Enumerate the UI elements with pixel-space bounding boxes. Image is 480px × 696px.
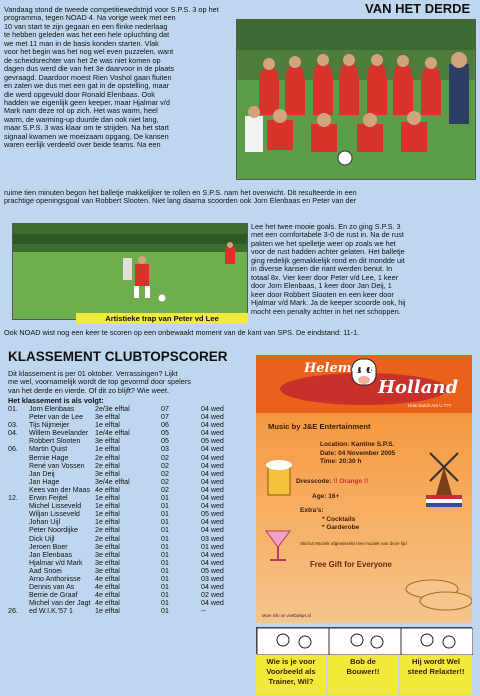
goals-cell: 02: [161, 469, 169, 478]
article-line: programma, tegen NOAD 4. Na vorige week met een: [4, 13, 176, 23]
player-name-cell: Michel Lisseveld: [29, 502, 82, 511]
standings-row: [8, 526, 244, 534]
team-cell: 2e elftal: [95, 453, 120, 462]
goals-cell: 01: [161, 526, 169, 535]
article-line: Lee het twee mooie goals. En zo ging S.P.S. 3: [251, 222, 401, 231]
goals-cell: 02: [161, 485, 169, 494]
matches-cell: 04 wed: [201, 461, 224, 470]
team-cell: 2e/3e elftal: [95, 405, 130, 413]
standings-row: [8, 510, 244, 518]
location-label: Location:: [320, 441, 350, 448]
rank-cell: [8, 478, 29, 486]
team-cell: 4e elftal: [95, 599, 120, 608]
rank-cell: [8, 559, 29, 567]
player-name-cell: Kees van der Maas: [29, 485, 91, 494]
matches-cell: --: [201, 607, 206, 616]
article-text-top: [4, 6, 236, 150]
goals-cell: 02: [161, 477, 169, 486]
team-cell: 1e elftal: [95, 421, 120, 430]
standings-row: [8, 591, 244, 599]
article-line: ging redelijk gemakkelijk rond en dit mondde uit: [251, 255, 405, 265]
standings-row: [8, 599, 244, 607]
article-line: Mark nam deze rol op zich. Het was warm, heel: [4, 106, 158, 116]
article-line: door Jorn Elenbaas, 1 keer door Jan Deij, 1: [251, 281, 392, 291]
goals-cell: 01: [161, 518, 169, 527]
article-line: te hebben geleden was het een hele opluchting dat: [4, 30, 170, 40]
team-cell: 1e elftal: [95, 445, 120, 454]
article-line: dagen dus werd die van het 3e daarvoor in de plaats: [4, 64, 174, 74]
standings-row: [8, 462, 244, 470]
rank-cell: [8, 413, 29, 421]
standings-row: [8, 518, 244, 526]
player-name-cell: Aad Snoei: [29, 566, 62, 575]
photo-caption: Artistieke trap van Peter vd Lee: [76, 313, 248, 324]
rank-cell: [8, 575, 29, 583]
standings-row: [8, 607, 244, 615]
goals-cell: 01: [161, 591, 169, 600]
standings-row: [8, 478, 244, 486]
matches-cell: 04 wed: [201, 453, 224, 462]
matches-cell: 04 wed: [201, 477, 224, 486]
matches-cell: 02 wed: [201, 591, 224, 600]
matches-cell: 04 wed: [201, 421, 224, 430]
goals-cell: 06: [161, 421, 169, 430]
standings-row: [8, 559, 244, 567]
player-name-cell: Wiljan Lisseveld: [29, 510, 80, 519]
matches-cell: 04 wed: [201, 518, 224, 527]
player-name-cell: ed W.I.K.'57 1: [29, 607, 73, 616]
player-name-cell: Robbert Slooten: [29, 437, 81, 446]
matches-cell: 04 wed: [201, 583, 224, 592]
standings-row: [8, 486, 244, 494]
player-name-cell: Martin Quist: [29, 445, 68, 454]
matches-cell: 04 wed: [201, 429, 224, 438]
standings-row: [8, 470, 244, 478]
rank-cell: [8, 599, 29, 607]
klassement-heading: KLASSEMENT CLUBTOPSCORER: [8, 349, 228, 364]
team-cell: 3e elftal: [95, 558, 120, 567]
goals-cell: 07: [161, 413, 169, 422]
article-line: keer door Robbert Slooten en een keer door: [251, 289, 394, 299]
article-text-full: [4, 189, 476, 206]
team-cell: 4e elftal: [95, 583, 120, 592]
poster-gift: Free Gift for Everyone: [310, 560, 392, 569]
rank-cell: [8, 567, 29, 575]
standings-row: [8, 429, 244, 437]
poster-dresscode: [296, 478, 368, 485]
party-poster: [256, 355, 472, 623]
rank-cell: [8, 486, 29, 494]
rank-cell: [8, 583, 29, 591]
player-name-cell: Arno Anthonisse: [29, 574, 81, 583]
poster-notice: Slichut Muziek afgewisseld met muziek van deze tijd: [300, 541, 407, 546]
player-name-cell: Bernie Hage: [29, 453, 69, 462]
article-line: totaal 8x. Vier keer door Peter v/d Lee, 1 keer: [251, 272, 399, 282]
goals-cell: 01: [161, 574, 169, 583]
rank-cell: 03.: [8, 421, 18, 430]
player-name-cell: Jeroen Boer: [29, 542, 68, 551]
team-cell: 4e elftal: [95, 485, 120, 494]
rank-cell: [8, 551, 29, 559]
matches-cell: 03 wed: [201, 574, 224, 583]
article-line: maar S.P.S. 3 was klaar om te strijden. Na het start: [4, 123, 169, 133]
team-photo: [236, 19, 476, 180]
time-label: Time:: [320, 458, 338, 465]
extras-label: Extra's:: [300, 507, 324, 514]
article-line: voor het begin was het nog wel even puzzelen, want: [4, 47, 174, 57]
matches-cell: 04 wed: [201, 469, 224, 478]
team-cell: 3e elftal: [95, 550, 120, 559]
matches-cell: 04 wed: [201, 550, 224, 559]
player-name-cell: Dick Uijl: [29, 534, 55, 543]
goals-cell: 01: [161, 502, 169, 511]
player-name-cell: Peter van de Lee: [29, 413, 84, 422]
rank-cell: [8, 462, 29, 470]
player-name-cell: Willem Bevelander: [29, 429, 89, 438]
dresscode-label: Dresscode:: [296, 478, 332, 485]
age-value: 16+: [328, 493, 340, 500]
article-line: mocht een penalty achter in het net schoppen.: [251, 306, 401, 316]
article-line: hadden we eigenlijk geen keeper, maar Hjalmar v/d: [4, 97, 170, 107]
article-line: de scheidsrechter van het 2e was niet komen op: [4, 55, 161, 65]
player-name-cell: Johan Uijl: [29, 518, 61, 527]
standings-table: [8, 405, 244, 615]
cartoon-caption-2: Bob de Bouwer!!: [328, 655, 398, 695]
player-name-cell: Hjalmar v/d Mark: [29, 558, 83, 567]
extra-cocktails: * Cocktails: [322, 515, 356, 523]
team-cell: 3e elftal: [95, 566, 120, 575]
article-line: prachtige openingsgoal van Robbert Slooten. Niet lang daarna scoorden ook Jorn Elenbaas en Peter van der: [4, 196, 357, 206]
goals-cell: 02: [161, 453, 169, 462]
rank-cell: [8, 502, 29, 510]
standings-row: [8, 502, 244, 510]
rank-cell: [8, 510, 29, 518]
matches-cell: 05 wed: [201, 437, 224, 446]
goals-cell: 01: [161, 550, 169, 559]
rank-cell: [8, 526, 29, 534]
team-cell: 4e elftal: [95, 591, 120, 600]
intro-line: Dit klassement is per 01 oktober. Verrassingen? Lijkt: [8, 369, 178, 378]
intro-line: me wel, voornamelijk wordt de top gevormd door spelers: [8, 377, 191, 387]
team-cell: 3e elftal: [95, 542, 120, 551]
standings-row: [8, 583, 244, 591]
poster-extras: [300, 507, 359, 533]
article-line: en zaten we dus met een gat in de opstelling, maar: [4, 81, 170, 91]
standings-row: [8, 454, 244, 462]
goals-cell: 01: [161, 534, 169, 543]
player-name-cell: Erwin Feijtel: [29, 494, 68, 503]
rank-cell: [8, 543, 29, 551]
poster-more-info: More info on voetbalsps.nl: [262, 613, 311, 618]
article-line: pakten we het spelletje weer op zoals we het: [251, 238, 396, 248]
poster-details: [320, 441, 395, 467]
matches-cell: 04 wed: [201, 413, 224, 422]
cartoon-strip: [256, 627, 472, 654]
standings-row: [8, 551, 244, 559]
rank-cell: 04.: [8, 429, 18, 438]
team-cell: 2e elftal: [95, 461, 120, 470]
team-cell: 1e/4e elftal: [95, 429, 130, 438]
age-label: Age:: [312, 493, 327, 500]
goals-cell: 01: [161, 542, 169, 551]
article-line: signaal kwamen we moeizaam opgang. De kansen: [4, 131, 169, 141]
standings-row: [8, 543, 244, 551]
goals-cell: 01: [161, 607, 169, 616]
goals-cell: 07: [161, 405, 169, 413]
article-line: ruime tien minuten begon het balletje makkelijker te rollen en S.P.S. nam het overwicht. Dit resulteerde in een: [4, 188, 357, 197]
player-name-cell: Peter Noordijke: [29, 526, 78, 535]
team-cell: 1e elftal: [95, 502, 120, 511]
matches-cell: 04 wed: [201, 485, 224, 494]
player-name-cell: Jorn Elenbaas: [29, 405, 75, 413]
poster-title-1: Helemaal: [304, 361, 374, 376]
standings-row: [8, 405, 244, 413]
team-cell: 2e elftal: [95, 534, 120, 543]
rank-cell: 01.: [8, 405, 18, 413]
goals-cell: 01: [161, 510, 169, 519]
player-name-cell: Jan Deij: [29, 469, 55, 478]
matches-cell: 03 wed: [201, 534, 224, 543]
article-last-line: Ook NOAD wist nog een keer te scoren op een onbewaakt moment van de kant van SPS. De eindstand: 11-1.: [4, 328, 360, 337]
article-line: 10 van start te zijn gegaan en een flinke nederlaag: [4, 21, 168, 31]
article-line: die werd opgevuld door Ronald Elenbaas. Ook: [4, 89, 155, 99]
article-line: voor de rust hadden achter gelaten. Het balletje: [251, 247, 405, 257]
matches-cell: 05 wed: [201, 566, 224, 575]
standings-row: [8, 445, 244, 453]
article-line: waren eerlijk verdeeld over beide teams. Na een: [4, 140, 161, 150]
player-name-cell: Dennis van As: [29, 583, 75, 592]
goals-cell: 01: [161, 494, 169, 503]
player-name-cell: Michel van der Jagt: [29, 599, 91, 608]
team-cell: 3e elftal: [95, 469, 120, 478]
time-value: 20:30 h: [339, 458, 362, 465]
article-line: we met 11 man in de basis konden starten. Vlak: [4, 38, 159, 48]
poster-music: Music by J&E Entertainment: [268, 422, 371, 431]
standings-row: [8, 421, 244, 429]
poster-age: [312, 493, 339, 500]
goals-cell: 03: [161, 445, 169, 454]
article-line: met een comfortabele 3-0 de rust in. Na de rust: [251, 230, 404, 240]
standings-row: [8, 567, 244, 575]
matches-cell: 04 wed: [201, 558, 224, 567]
rank-cell: [8, 437, 29, 445]
goals-cell: 05: [161, 437, 169, 446]
location-value: Kantine S.P.S.: [351, 441, 395, 448]
action-photo: [12, 223, 248, 320]
team-cell: 3e/4e elftal: [95, 477, 130, 486]
player-name-cell: Jan Elenbaas: [29, 550, 72, 559]
goals-cell: 01: [161, 599, 169, 608]
klassement-list-heading: Het klassement is als volgt:: [8, 396, 104, 405]
rank-cell: [8, 591, 29, 599]
matches-cell: 05 wed: [201, 510, 224, 519]
rank-cell: [8, 454, 29, 462]
poster-tagline: How Dutch Are U ???: [408, 403, 452, 408]
standings-row: [8, 437, 244, 445]
standings-row: [8, 494, 244, 502]
rank-cell: 06.: [8, 445, 18, 454]
extra-garderobe: * Garderobe: [322, 524, 360, 531]
poster-title-2: Holland: [378, 377, 459, 398]
klassement-intro: [8, 370, 236, 395]
article-line: Hjalmar v/d Mark. Ja de keeper scoorde ook, hij: [251, 298, 406, 308]
standings-row: [8, 575, 244, 583]
article-line: in diverse kansen die riant werden benut. In: [251, 264, 393, 274]
matches-cell: 04 wed: [201, 494, 224, 503]
standings-row: [8, 413, 244, 421]
matches-cell: 01 wed: [201, 542, 224, 551]
player-name-cell: Tijs Nijmeijer: [29, 421, 70, 430]
team-cell: 1e elftal: [95, 607, 120, 616]
intro-line: van het derde en vierde. Of dit zo blijft? Wie weet.: [8, 385, 170, 395]
article-line: warm, de warming-up duurde dan ook niet lang,: [4, 114, 159, 124]
goals-cell: 05: [161, 429, 169, 438]
player-name-cell: Berrie de Graaf: [29, 591, 78, 600]
team-cell: 1e elftal: [95, 518, 120, 527]
cartoon-caption-1: Wie is je voor Voorbeeld als Trainer, Wil?: [256, 655, 326, 695]
goals-cell: 01: [161, 558, 169, 567]
article-heading: VAN HET DERDE: [365, 1, 471, 16]
rank-cell: 26.: [8, 607, 18, 616]
rank-cell: [8, 535, 29, 543]
team-cell: 4e elftal: [95, 574, 120, 583]
matches-cell: 04 wed: [201, 599, 224, 608]
rank-cell: [8, 470, 29, 478]
dresscode-value: !! Orange !!: [333, 478, 369, 485]
team-cell: 1e elftal: [95, 494, 120, 503]
matches-cell: 04 wed: [201, 526, 224, 535]
date-label: Date:: [320, 449, 337, 457]
goals-cell: 02: [161, 461, 169, 470]
article-line: gevraagd. Daardoor moest Rien Voshol gaan fluiten: [4, 72, 172, 82]
team-cell: 3e elftal: [95, 413, 120, 422]
player-name-cell: René van Vossen: [29, 461, 85, 470]
matches-cell: 04 wed: [201, 405, 224, 413]
rank-cell: [8, 518, 29, 526]
matches-cell: 04 wed: [201, 502, 224, 511]
standings-row: [8, 535, 244, 543]
team-cell: 1e elftal: [95, 510, 120, 519]
cartoon-caption-3: Hij wordt Wel steed Relaxter!!: [400, 655, 472, 695]
team-cell: 3e elftal: [95, 437, 120, 446]
player-name-cell: Jan Hage: [29, 477, 60, 486]
article-line: Vandaag stond de tweede competitiewedstrijd voor S.P.S. 3 op het: [4, 5, 219, 14]
matches-cell: 04 wed: [201, 445, 224, 454]
team-cell: 2e elftal: [95, 526, 120, 535]
date-value: 04 November 2005: [338, 449, 396, 457]
goals-cell: 01: [161, 583, 169, 592]
goals-cell: 01: [161, 566, 169, 575]
rank-cell: 12.: [8, 494, 18, 503]
article-text-right: [251, 223, 477, 316]
